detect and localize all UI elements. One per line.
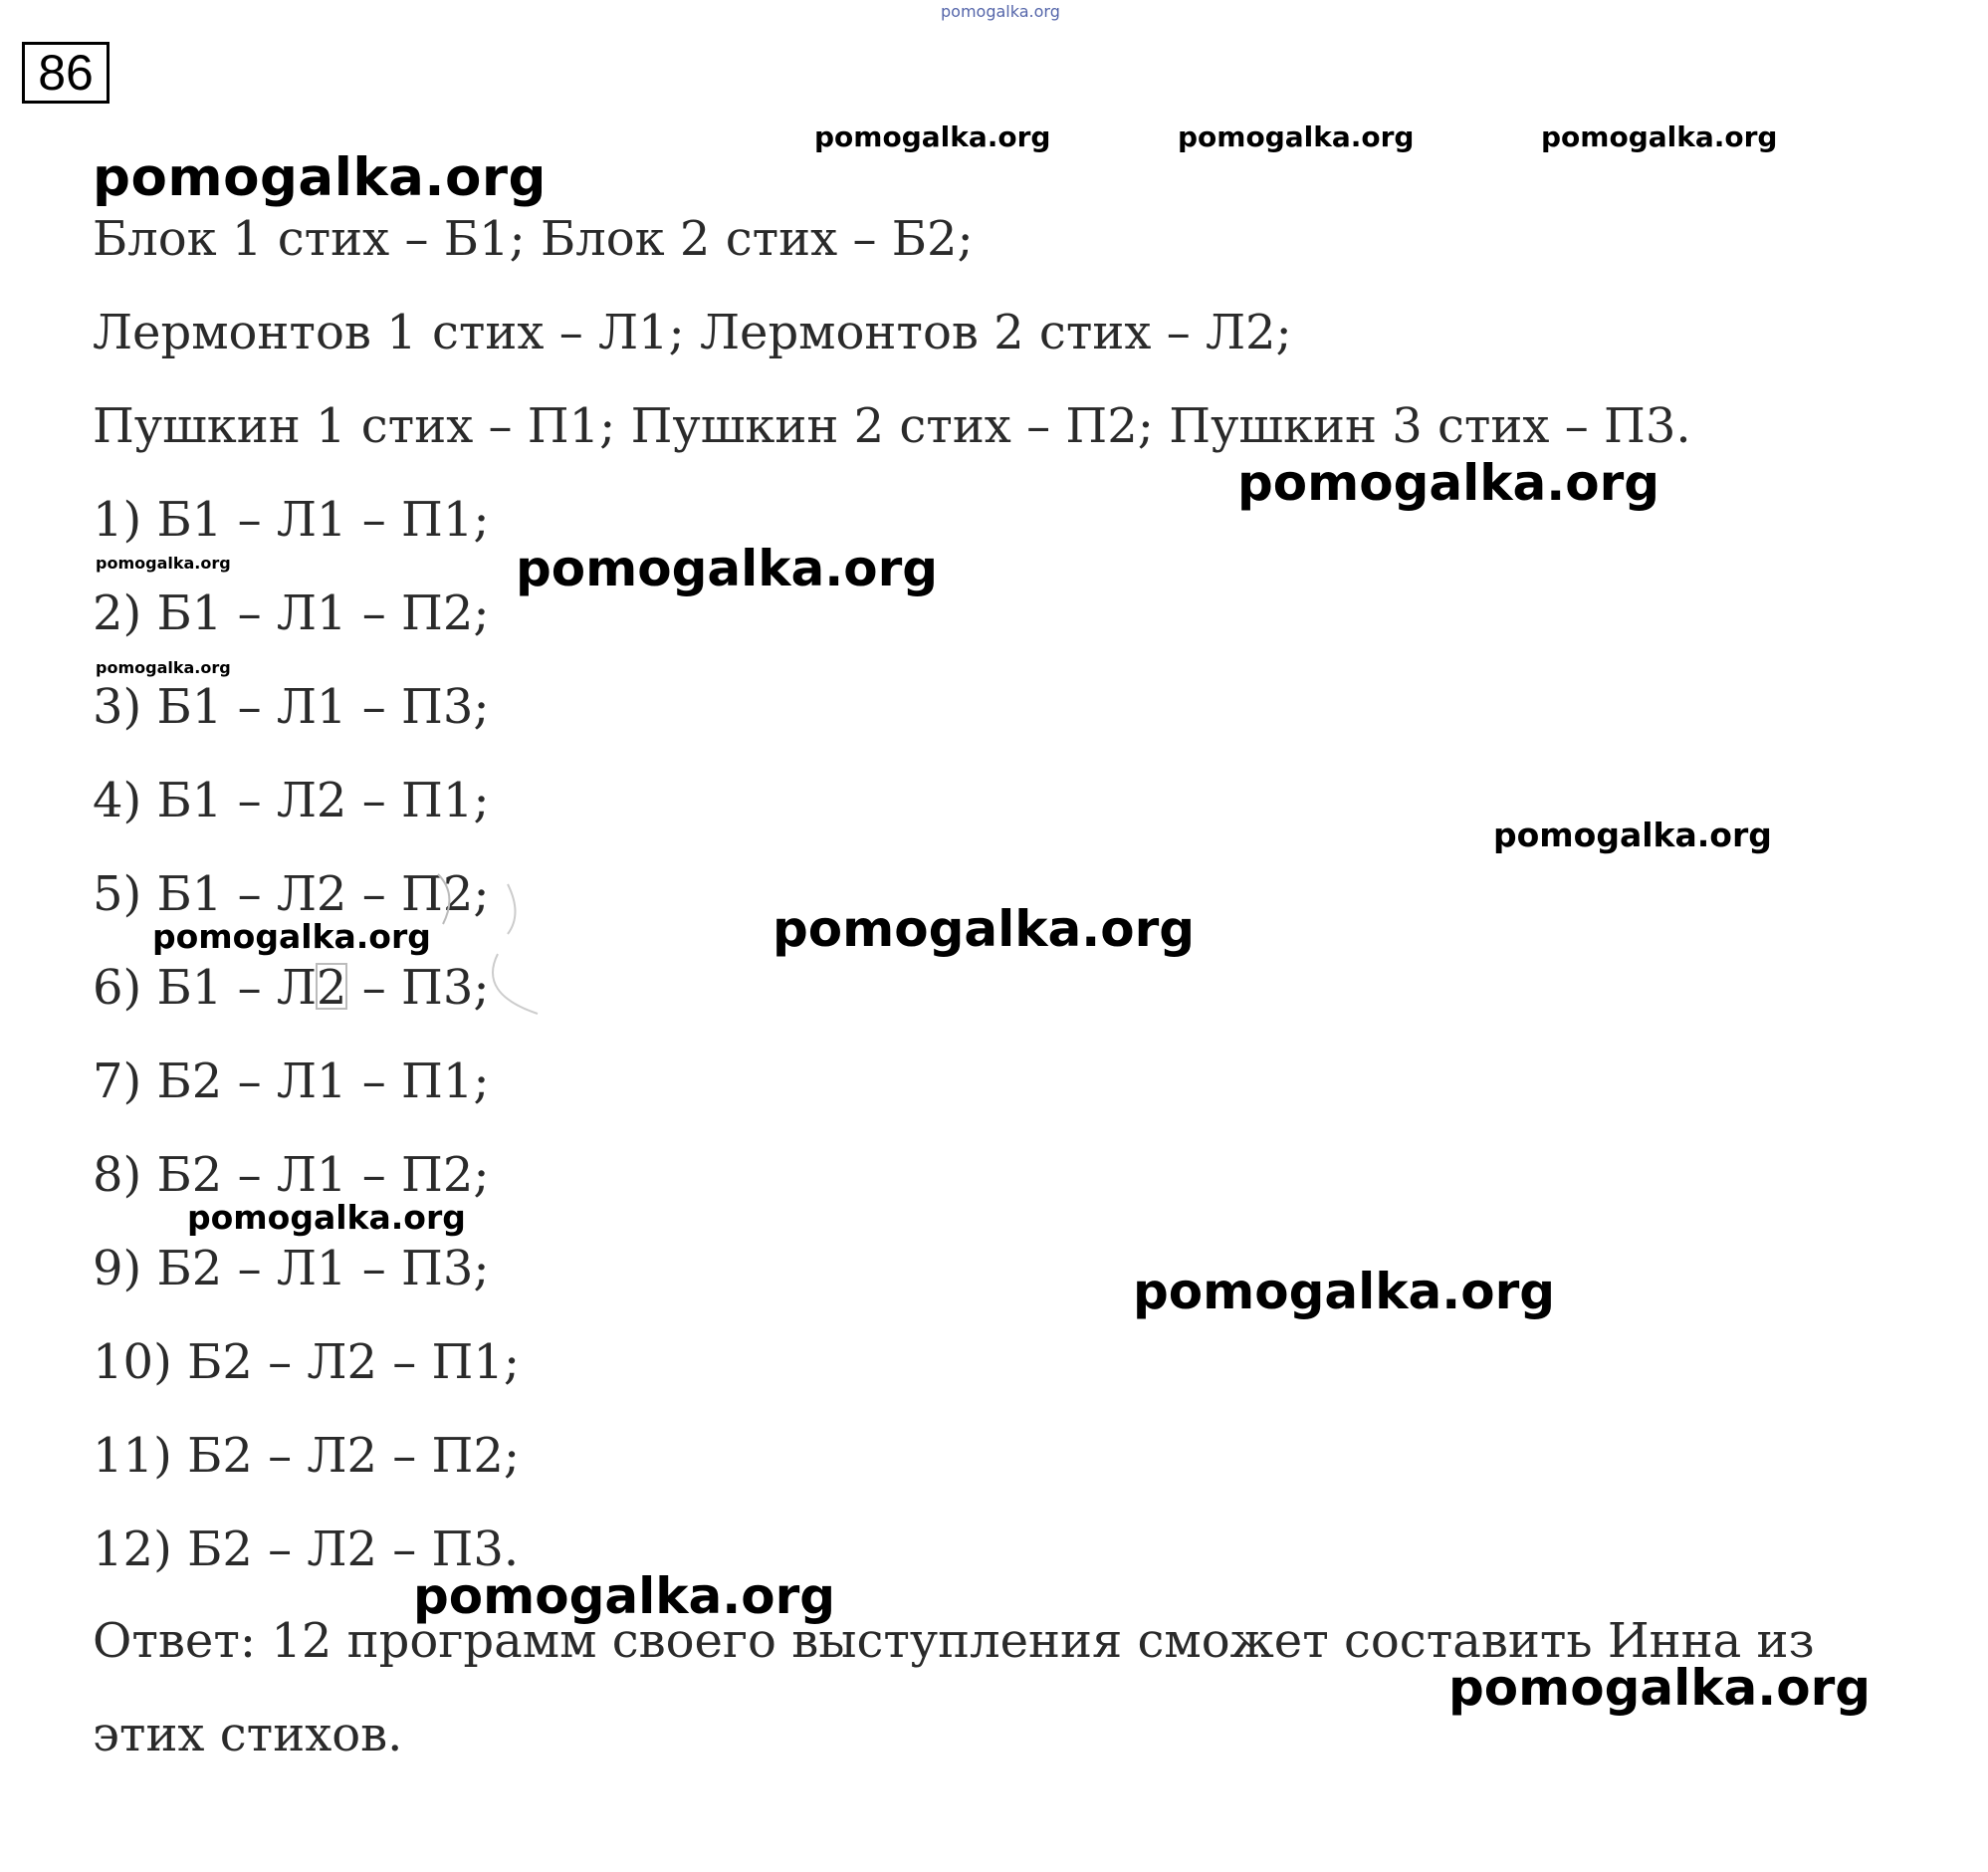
- watermark: pomogalka.org: [1541, 120, 1778, 153]
- watermark: pomogalka.org: [187, 1198, 466, 1237]
- combination-item: 8) Б2 – Л1 – П2;: [93, 1147, 490, 1203]
- watermark: pomogalka.org: [1237, 454, 1660, 512]
- answer-line-2: этих стихов.: [93, 1707, 403, 1762]
- pencil-marks: [309, 854, 548, 1024]
- combination-item: 2) Б1 – Л1 – П2;: [93, 585, 490, 641]
- combination-item: 10) Б2 – Л2 – П1;: [93, 1334, 521, 1390]
- watermark: pomogalka.org: [93, 147, 547, 208]
- watermark: pomogalka.org: [96, 658, 231, 677]
- watermark: pomogalka.org: [773, 900, 1196, 958]
- watermark: pomogalka.org: [1133, 1263, 1556, 1320]
- combination-item: 9) Б2 – Л1 – П3;: [93, 1241, 490, 1296]
- combination-item: 5) Б1 – Л2 – П2;: [93, 866, 490, 922]
- watermark: pomogalka.org: [1178, 120, 1415, 153]
- answer-line-1: Ответ: 12 программ своего выступления сможет составить Инна из: [93, 1613, 1815, 1669]
- combination-item: 3) Б1 – Л1 – П3;: [93, 679, 490, 735]
- combination-item: 12) Б2 – Л2 – П3.: [93, 1521, 520, 1577]
- combination-item: 6) Б1 – Л2 – П3;: [93, 960, 490, 1016]
- watermark: pomogalka.org: [96, 554, 231, 573]
- legend-line-lermontov: Лермонтов 1 стих – Л1; Лермонтов 2 стих – Л2;: [93, 305, 1292, 360]
- combination-item: 7) Б2 – Л1 – П1;: [93, 1053, 490, 1109]
- watermark: pomogalka.org: [413, 1567, 836, 1625]
- problem-number-box: 86: [22, 42, 110, 104]
- watermark: pomogalka.org: [516, 540, 939, 597]
- legend-line-pushkin: Пушкин 1 стих – П1; Пушкин 2 стих – П2; Пушкин 3 стих – П3.: [93, 398, 1691, 454]
- watermark: pomogalka.org: [1493, 816, 1772, 854]
- watermark: pomogalka.org: [814, 120, 1051, 153]
- top-watermark: pomogalka.org: [941, 2, 1060, 21]
- combination-item: 11) Б2 – Л2 – П2;: [93, 1428, 521, 1484]
- watermark: pomogalka.org: [1448, 1659, 1872, 1717]
- legend-line-blok: Блок 1 стих – Б1; Блок 2 стих – Б2;: [93, 211, 974, 267]
- combination-item: 1) Б1 – Л1 – П1;: [93, 492, 490, 548]
- watermark: pomogalka.org: [152, 917, 431, 956]
- combination-item: 4) Б1 – Л2 – П1;: [93, 773, 490, 828]
